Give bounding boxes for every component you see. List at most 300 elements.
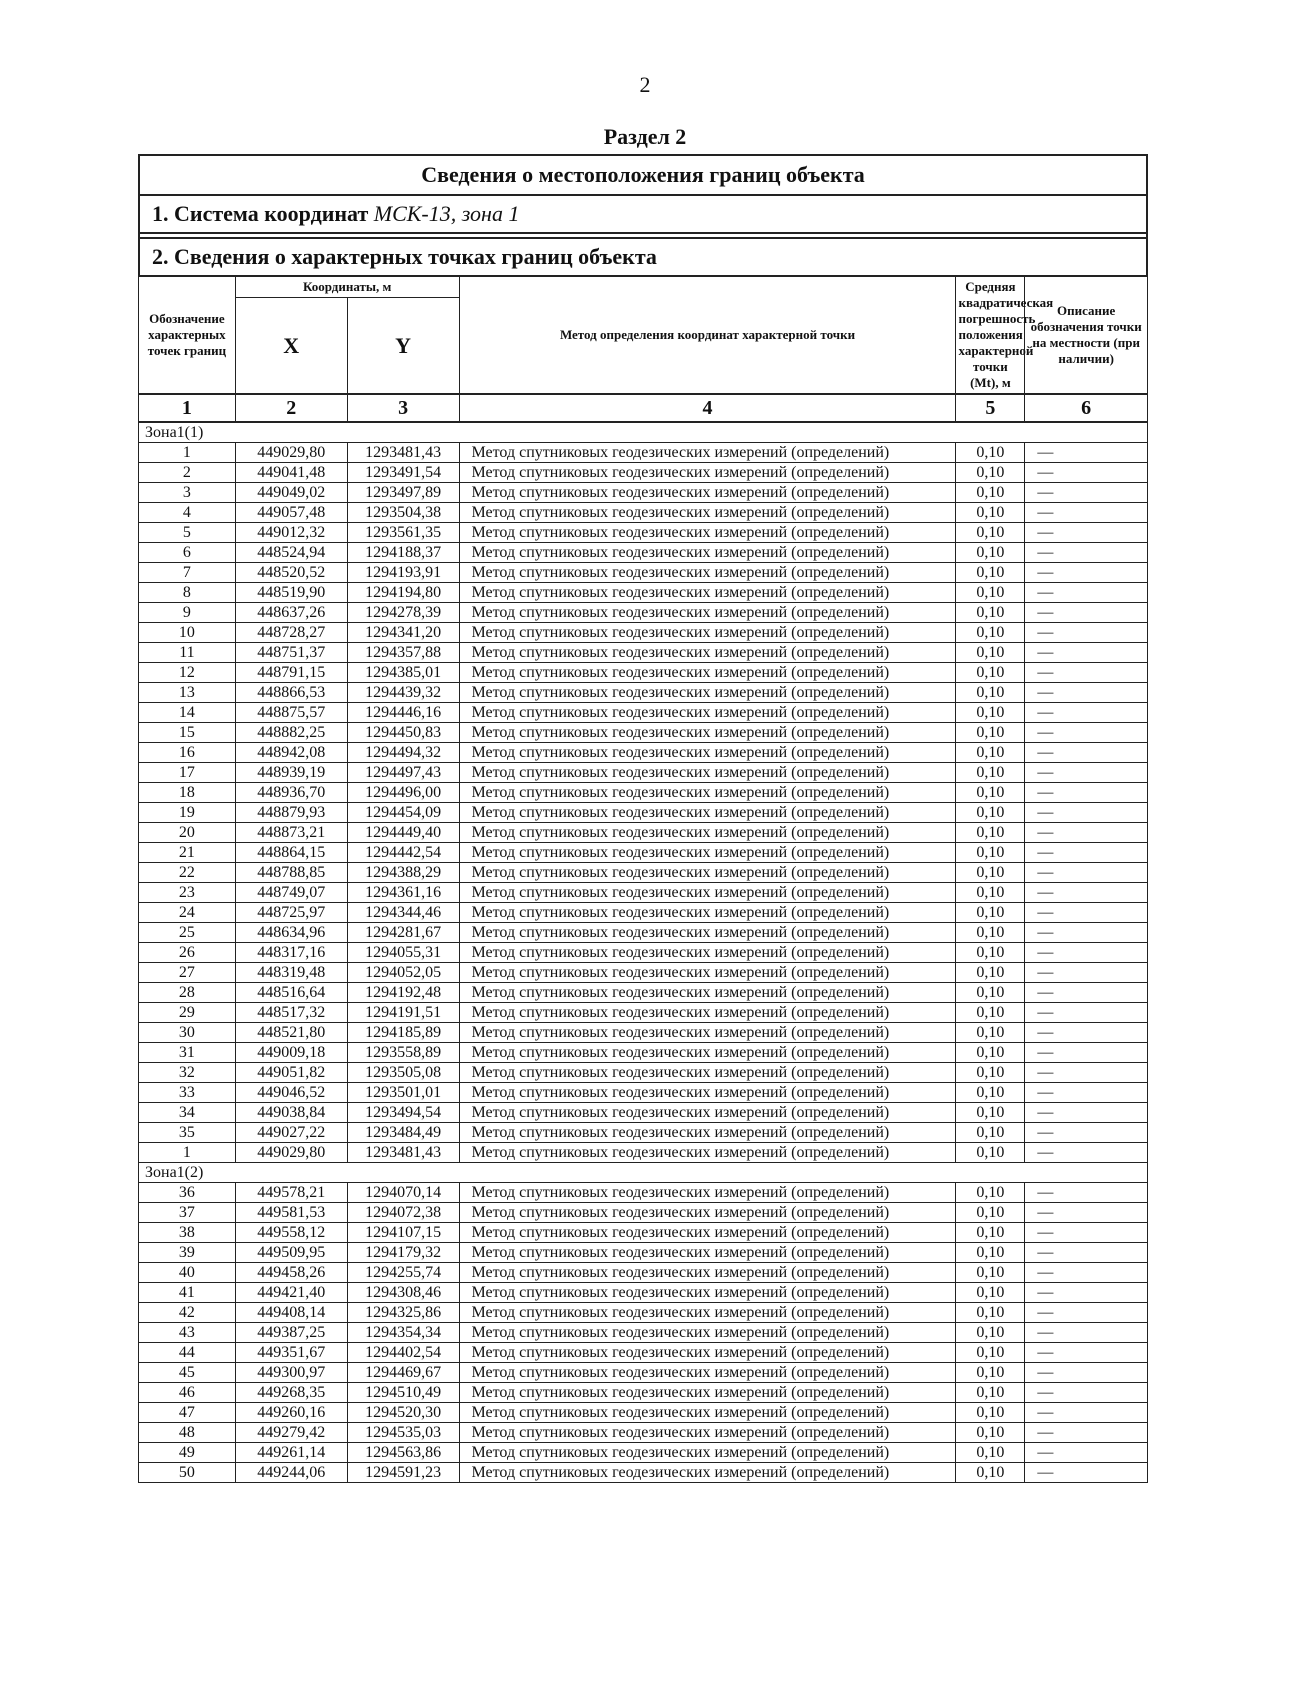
method-cell: Метод спутниковых геодезических измерений (определений) bbox=[459, 843, 956, 863]
error-cell: 0,10 bbox=[956, 823, 1025, 843]
error-cell: 0,10 bbox=[956, 1423, 1025, 1443]
table-row bbox=[139, 803, 1148, 823]
method-cell: Метод спутниковых геодезических измерений (определений) bbox=[459, 583, 956, 603]
method-cell: Метод спутниковых геодезических измерений (определений) bbox=[459, 823, 956, 843]
point-id: 50 bbox=[139, 1463, 236, 1483]
coord-x: 448882,25 bbox=[235, 723, 347, 743]
table-row bbox=[139, 523, 1148, 543]
coord-x: 448751,37 bbox=[235, 643, 347, 663]
table-row bbox=[139, 943, 1148, 963]
error-cell: 0,10 bbox=[956, 1143, 1025, 1163]
coord-y: 1294361,16 bbox=[347, 883, 459, 903]
description-cell: — bbox=[1025, 483, 1148, 503]
coord-x: 448875,57 bbox=[235, 703, 347, 723]
method-cell: Метод спутниковых геодезических измерений (определений) bbox=[459, 1063, 956, 1083]
coord-x: 449051,82 bbox=[235, 1063, 347, 1083]
method-cell: Метод спутниковых геодезических измерений (определений) bbox=[459, 1323, 956, 1343]
description-cell: — bbox=[1025, 1203, 1148, 1223]
method-cell: Метод спутниковых геодезических измерений (определений) bbox=[459, 763, 956, 783]
error-cell: 0,10 bbox=[956, 683, 1025, 703]
table-row bbox=[139, 543, 1148, 563]
zone-label: Зона1(2) bbox=[139, 1163, 1148, 1183]
error-cell: 0,10 bbox=[956, 983, 1025, 1003]
coord-x: 449408,14 bbox=[235, 1303, 347, 1323]
error-cell: 0,10 bbox=[956, 1383, 1025, 1403]
coord-x: 449057,48 bbox=[235, 503, 347, 523]
point-id: 35 bbox=[139, 1123, 236, 1143]
coord-x: 448319,48 bbox=[235, 963, 347, 983]
method-cell: Метод спутниковых геодезических измерений (определений) bbox=[459, 723, 956, 743]
method-cell: Метод спутниковых геодезических измерений (определений) bbox=[459, 863, 956, 883]
table-row bbox=[139, 583, 1148, 603]
description-cell: — bbox=[1025, 743, 1148, 763]
coord-x: 449268,35 bbox=[235, 1383, 347, 1403]
col-number-5: 5 bbox=[956, 394, 1025, 422]
error-cell: 0,10 bbox=[956, 503, 1025, 523]
coord-x: 448521,80 bbox=[235, 1023, 347, 1043]
point-id: 3 bbox=[139, 483, 236, 503]
error-cell: 0,10 bbox=[956, 483, 1025, 503]
coord-y: 1294072,38 bbox=[347, 1203, 459, 1223]
method-cell: Метод спутниковых геодезических измерений (определений) bbox=[459, 1043, 956, 1063]
coord-y: 1294278,39 bbox=[347, 603, 459, 623]
point-id: 15 bbox=[139, 723, 236, 743]
coord-y: 1294446,16 bbox=[347, 703, 459, 723]
coord-y: 1294439,32 bbox=[347, 683, 459, 703]
method-cell: Метод спутниковых геодезических измерений (определений) bbox=[459, 643, 956, 663]
th-method: Метод определения координат характерной точки bbox=[459, 276, 956, 394]
description-cell: — bbox=[1025, 1443, 1148, 1463]
error-cell: 0,10 bbox=[956, 1123, 1025, 1143]
description-cell: — bbox=[1025, 903, 1148, 923]
coord-x: 448524,94 bbox=[235, 543, 347, 563]
description-cell: — bbox=[1025, 1023, 1148, 1043]
col-number-4: 4 bbox=[459, 394, 956, 422]
point-id: 21 bbox=[139, 843, 236, 863]
table-row bbox=[139, 743, 1148, 763]
table-row bbox=[139, 663, 1148, 683]
description-cell: — bbox=[1025, 1263, 1148, 1283]
table-row bbox=[139, 1043, 1148, 1063]
coord-y: 1294450,83 bbox=[347, 723, 459, 743]
method-cell: Метод спутниковых геодезических измерений (определений) bbox=[459, 1183, 956, 1203]
header-row-1 bbox=[139, 276, 1148, 298]
method-cell: Метод спутниковых геодезических измерений (определений) bbox=[459, 1123, 956, 1143]
point-id: 23 bbox=[139, 883, 236, 903]
coord-y: 1294193,91 bbox=[347, 563, 459, 583]
method-cell: Метод спутниковых геодезических измерений (определений) bbox=[459, 923, 956, 943]
method-cell: Метод спутниковых геодезических измерений (определений) bbox=[459, 1023, 956, 1043]
table-row bbox=[139, 903, 1148, 923]
coord-x: 448866,53 bbox=[235, 683, 347, 703]
point-id: 10 bbox=[139, 623, 236, 643]
coord-y: 1294454,09 bbox=[347, 803, 459, 823]
description-cell: — bbox=[1025, 563, 1148, 583]
points-label: 2. Сведения о характерных точках границ объекта bbox=[152, 244, 657, 269]
error-cell: 0,10 bbox=[956, 1283, 1025, 1303]
error-cell: 0,10 bbox=[956, 1223, 1025, 1243]
table-row bbox=[139, 1123, 1148, 1143]
point-id: 34 bbox=[139, 1103, 236, 1123]
table-row bbox=[139, 1183, 1148, 1203]
point-id: 19 bbox=[139, 803, 236, 823]
error-cell: 0,10 bbox=[956, 1083, 1025, 1103]
coord-x: 448517,32 bbox=[235, 1003, 347, 1023]
col-number-1: 1 bbox=[139, 394, 236, 422]
error-cell: 0,10 bbox=[956, 543, 1025, 563]
point-id: 44 bbox=[139, 1343, 236, 1363]
description-cell: — bbox=[1025, 1323, 1148, 1343]
method-cell: Метод спутниковых геодезических измерений (определений) bbox=[459, 603, 956, 623]
coord-x: 448634,96 bbox=[235, 923, 347, 943]
coord-x: 449009,18 bbox=[235, 1043, 347, 1063]
point-id: 27 bbox=[139, 963, 236, 983]
point-id: 46 bbox=[139, 1383, 236, 1403]
method-cell: Метод спутниковых геодезических измерений (определений) bbox=[459, 983, 956, 1003]
th-error: Средняя квадратическая погрешность положения характерной точки (Mt), м bbox=[956, 276, 1025, 394]
description-cell: — bbox=[1025, 583, 1148, 603]
description-cell: — bbox=[1025, 1043, 1148, 1063]
points-table bbox=[138, 275, 1148, 1483]
th-designation: Обозначение характерных точек границ bbox=[139, 276, 236, 394]
method-cell: Метод спутниковых геодезических измерений (определений) bbox=[459, 683, 956, 703]
boundary-info-frame bbox=[138, 154, 1148, 1483]
method-cell: Метод спутниковых геодезических измерений (определений) bbox=[459, 1103, 956, 1123]
point-id: 9 bbox=[139, 603, 236, 623]
table-row bbox=[139, 1323, 1148, 1343]
table-row bbox=[139, 1003, 1148, 1023]
description-cell: — bbox=[1025, 1463, 1148, 1483]
point-id: 29 bbox=[139, 1003, 236, 1023]
method-cell: Метод спутниковых геодезических измерений (определений) bbox=[459, 883, 956, 903]
points-table-body bbox=[139, 422, 1148, 1483]
table-row bbox=[139, 1343, 1148, 1363]
th-description: Описание обозначения точки на местности (при наличии) bbox=[1025, 276, 1148, 394]
coord-y: 1294535,03 bbox=[347, 1423, 459, 1443]
page-number: 2 bbox=[639, 72, 651, 97]
table-row bbox=[139, 843, 1148, 863]
error-cell: 0,10 bbox=[956, 583, 1025, 603]
point-id: 47 bbox=[139, 1403, 236, 1423]
point-id: 39 bbox=[139, 1243, 236, 1263]
coord-y: 1294469,67 bbox=[347, 1363, 459, 1383]
method-cell: Метод спутниковых геодезических измерений (определений) bbox=[459, 743, 956, 763]
table-row bbox=[139, 443, 1148, 463]
method-cell: Метод спутниковых геодезических измерений (определений) bbox=[459, 943, 956, 963]
coord-x: 449260,16 bbox=[235, 1403, 347, 1423]
coord-x: 448749,07 bbox=[235, 883, 347, 903]
description-cell: — bbox=[1025, 1083, 1148, 1103]
point-id: 17 bbox=[139, 763, 236, 783]
error-cell: 0,10 bbox=[956, 1203, 1025, 1223]
coord-x: 449046,52 bbox=[235, 1083, 347, 1103]
coord-y: 1294388,29 bbox=[347, 863, 459, 883]
coord-x: 449244,06 bbox=[235, 1463, 347, 1483]
coord-y: 1294052,05 bbox=[347, 963, 459, 983]
error-cell: 0,10 bbox=[956, 1263, 1025, 1283]
coord-y: 1294344,46 bbox=[347, 903, 459, 923]
table-row bbox=[139, 1403, 1148, 1423]
error-cell: 0,10 bbox=[956, 943, 1025, 963]
table-row bbox=[139, 503, 1148, 523]
description-cell: — bbox=[1025, 723, 1148, 743]
method-cell: Метод спутниковых геодезических измерений (определений) bbox=[459, 1403, 956, 1423]
method-cell: Метод спутниковых геодезических измерений (определений) bbox=[459, 903, 956, 923]
table-row bbox=[139, 703, 1148, 723]
header-title: Сведения о местоположения границ объекта bbox=[421, 162, 865, 187]
table-row bbox=[139, 723, 1148, 743]
point-id: 13 bbox=[139, 683, 236, 703]
description-cell: — bbox=[1025, 1403, 1148, 1423]
method-cell: Метод спутниковых геодезических измерений (определений) bbox=[459, 523, 956, 543]
point-id: 41 bbox=[139, 1283, 236, 1303]
coord-y: 1294188,37 bbox=[347, 543, 459, 563]
method-cell: Метод спутниковых геодезических измерений (определений) bbox=[459, 1263, 956, 1283]
method-cell: Метод спутниковых геодезических измерений (определений) bbox=[459, 1143, 956, 1163]
method-cell: Метод спутниковых геодезических измерений (определений) bbox=[459, 463, 956, 483]
point-id: 43 bbox=[139, 1323, 236, 1343]
point-id: 30 bbox=[139, 1023, 236, 1043]
error-cell: 0,10 bbox=[956, 563, 1025, 583]
coord-system-row bbox=[140, 194, 1146, 232]
coord-x: 448519,90 bbox=[235, 583, 347, 603]
coord-y: 1293497,89 bbox=[347, 483, 459, 503]
error-cell: 0,10 bbox=[956, 903, 1025, 923]
error-cell: 0,10 bbox=[956, 1063, 1025, 1083]
coord-x: 448879,93 bbox=[235, 803, 347, 823]
description-cell: — bbox=[1025, 443, 1148, 463]
error-cell: 0,10 bbox=[956, 463, 1025, 483]
description-cell: — bbox=[1025, 1383, 1148, 1403]
description-cell: — bbox=[1025, 783, 1148, 803]
coord-x: 448864,15 bbox=[235, 843, 347, 863]
coord-x: 449261,14 bbox=[235, 1443, 347, 1463]
table-row bbox=[139, 1283, 1148, 1303]
coord-x: 449458,26 bbox=[235, 1263, 347, 1283]
col-number-3: 3 bbox=[347, 394, 459, 422]
error-cell: 0,10 bbox=[956, 643, 1025, 663]
error-cell: 0,10 bbox=[956, 963, 1025, 983]
error-cell: 0,10 bbox=[956, 1303, 1025, 1323]
description-cell: — bbox=[1025, 843, 1148, 863]
coord-x: 448791,15 bbox=[235, 663, 347, 683]
coord-y: 1294185,89 bbox=[347, 1023, 459, 1043]
method-cell: Метод спутниковых геодезических измерений (определений) bbox=[459, 1363, 956, 1383]
error-cell: 0,10 bbox=[956, 443, 1025, 463]
table-row bbox=[139, 1263, 1148, 1283]
error-cell: 0,10 bbox=[956, 723, 1025, 743]
coord-x: 449558,12 bbox=[235, 1223, 347, 1243]
coord-y: 1294442,54 bbox=[347, 843, 459, 863]
point-id: 7 bbox=[139, 563, 236, 583]
table-row bbox=[139, 983, 1148, 1003]
error-cell: 0,10 bbox=[956, 603, 1025, 623]
method-cell: Метод спутниковых геодезических измерений (определений) bbox=[459, 1303, 956, 1323]
coord-y: 1294520,30 bbox=[347, 1403, 459, 1423]
method-cell: Метод спутниковых геодезических измерений (определений) bbox=[459, 543, 956, 563]
coord-x: 448637,26 bbox=[235, 603, 347, 623]
error-cell: 0,10 bbox=[956, 883, 1025, 903]
coord-y: 1294385,01 bbox=[347, 663, 459, 683]
point-id: 6 bbox=[139, 543, 236, 563]
coord-y: 1294494,32 bbox=[347, 743, 459, 763]
error-cell: 0,10 bbox=[956, 1443, 1025, 1463]
description-cell: — bbox=[1025, 1243, 1148, 1263]
coord-x: 448873,21 bbox=[235, 823, 347, 843]
coord-y: 1294070,14 bbox=[347, 1183, 459, 1203]
description-cell: — bbox=[1025, 603, 1148, 623]
description-cell: — bbox=[1025, 663, 1148, 683]
description-cell: — bbox=[1025, 1303, 1148, 1323]
method-cell: Метод спутниковых геодезических измерений (определений) bbox=[459, 1343, 956, 1363]
point-id: 16 bbox=[139, 743, 236, 763]
coord-x: 449351,67 bbox=[235, 1343, 347, 1363]
point-id: 8 bbox=[139, 583, 236, 603]
table-row bbox=[139, 1363, 1148, 1383]
error-cell: 0,10 bbox=[956, 863, 1025, 883]
zone-row bbox=[139, 422, 1148, 443]
coord-y: 1294255,74 bbox=[347, 1263, 459, 1283]
description-cell: — bbox=[1025, 883, 1148, 903]
coord-x: 448725,97 bbox=[235, 903, 347, 923]
coord-y: 1294563,86 bbox=[347, 1443, 459, 1463]
table-row bbox=[139, 643, 1148, 663]
table-row bbox=[139, 963, 1148, 983]
coord-y: 1293505,08 bbox=[347, 1063, 459, 1083]
coord-x: 448516,64 bbox=[235, 983, 347, 1003]
method-cell: Метод спутниковых геодезических измерений (определений) bbox=[459, 703, 956, 723]
points-row bbox=[140, 237, 1146, 275]
point-id: 24 bbox=[139, 903, 236, 923]
table-row bbox=[139, 1443, 1148, 1463]
point-id: 28 bbox=[139, 983, 236, 1003]
description-cell: — bbox=[1025, 683, 1148, 703]
coord-x: 448939,19 bbox=[235, 763, 347, 783]
error-cell: 0,10 bbox=[956, 1323, 1025, 1343]
point-id: 49 bbox=[139, 1443, 236, 1463]
description-cell: — bbox=[1025, 963, 1148, 983]
method-cell: Метод спутниковых геодезических измерений (определений) bbox=[459, 1083, 956, 1103]
coord-y: 1293491,54 bbox=[347, 463, 459, 483]
description-cell: — bbox=[1025, 1423, 1148, 1443]
coord-x: 449421,40 bbox=[235, 1283, 347, 1303]
coord-y: 1294308,46 bbox=[347, 1283, 459, 1303]
header-box bbox=[138, 154, 1148, 275]
coord-x: 449029,80 bbox=[235, 1143, 347, 1163]
method-cell: Метод спутниковых геодезических измерений (определений) bbox=[459, 663, 956, 683]
coord-x: 448317,16 bbox=[235, 943, 347, 963]
point-id: 31 bbox=[139, 1043, 236, 1063]
error-cell: 0,10 bbox=[956, 923, 1025, 943]
coord-y: 1294194,80 bbox=[347, 583, 459, 603]
error-cell: 0,10 bbox=[956, 1003, 1025, 1023]
description-cell: — bbox=[1025, 1143, 1148, 1163]
method-cell: Метод спутниковых геодезических измерений (определений) bbox=[459, 1423, 956, 1443]
table-row bbox=[139, 1023, 1148, 1043]
coord-y: 1293494,54 bbox=[347, 1103, 459, 1123]
table-row bbox=[139, 563, 1148, 583]
table-row bbox=[139, 883, 1148, 903]
coord-system-label: 1. Система координат bbox=[152, 201, 369, 226]
method-cell: Метод спутниковых геодезических измерений (определений) bbox=[459, 1003, 956, 1023]
error-cell: 0,10 bbox=[956, 1243, 1025, 1263]
description-cell: — bbox=[1025, 943, 1148, 963]
point-id: 26 bbox=[139, 943, 236, 963]
description-cell: — bbox=[1025, 823, 1148, 843]
description-cell: — bbox=[1025, 523, 1148, 543]
coord-y: 1293504,38 bbox=[347, 503, 459, 523]
table-row bbox=[139, 923, 1148, 943]
description-cell: — bbox=[1025, 1343, 1148, 1363]
method-cell: Метод спутниковых геодезических измерений (определений) bbox=[459, 1223, 956, 1243]
coord-y: 1294591,23 bbox=[347, 1463, 459, 1483]
table-row bbox=[139, 1063, 1148, 1083]
coord-x: 449279,42 bbox=[235, 1423, 347, 1443]
point-id: 36 bbox=[139, 1183, 236, 1203]
coord-y: 1294402,54 bbox=[347, 1343, 459, 1363]
column-numbers-row bbox=[139, 394, 1148, 422]
coord-y: 1294510,49 bbox=[347, 1383, 459, 1403]
coord-x: 449038,84 bbox=[235, 1103, 347, 1123]
point-id: 40 bbox=[139, 1263, 236, 1283]
description-cell: — bbox=[1025, 863, 1148, 883]
error-cell: 0,10 bbox=[956, 743, 1025, 763]
method-cell: Метод спутниковых геодезических измерений (определений) bbox=[459, 623, 956, 643]
coord-y: 1294449,40 bbox=[347, 823, 459, 843]
coord-x: 448520,52 bbox=[235, 563, 347, 583]
method-cell: Метод спутниковых геодезических измерений (определений) bbox=[459, 803, 956, 823]
description-cell: — bbox=[1025, 703, 1148, 723]
method-cell: Метод спутниковых геодезических измерений (определений) bbox=[459, 963, 956, 983]
point-id: 1 bbox=[139, 1143, 236, 1163]
coord-y: 1294179,32 bbox=[347, 1243, 459, 1263]
coord-x: 449581,53 bbox=[235, 1203, 347, 1223]
description-cell: — bbox=[1025, 803, 1148, 823]
method-cell: Метод спутниковых геодезических измерений (определений) bbox=[459, 1383, 956, 1403]
description-cell: — bbox=[1025, 1283, 1148, 1303]
col-number-2: 2 bbox=[235, 394, 347, 422]
point-id: 11 bbox=[139, 643, 236, 663]
coord-x: 448788,85 bbox=[235, 863, 347, 883]
point-id: 5 bbox=[139, 523, 236, 543]
error-cell: 0,10 bbox=[956, 1463, 1025, 1483]
point-id: 1 bbox=[139, 443, 236, 463]
error-cell: 0,10 bbox=[956, 1023, 1025, 1043]
description-cell: — bbox=[1025, 1223, 1148, 1243]
table-row bbox=[139, 1223, 1148, 1243]
table-row bbox=[139, 623, 1148, 643]
coord-y: 1293484,49 bbox=[347, 1123, 459, 1143]
col-number-6: 6 bbox=[1025, 394, 1148, 422]
error-cell: 0,10 bbox=[956, 523, 1025, 543]
coord-x: 449300,97 bbox=[235, 1363, 347, 1383]
coord-x: 449049,02 bbox=[235, 483, 347, 503]
table-row bbox=[139, 1103, 1148, 1123]
coord-y: 1293561,35 bbox=[347, 523, 459, 543]
table-row bbox=[139, 1423, 1148, 1443]
description-cell: — bbox=[1025, 1123, 1148, 1143]
error-cell: 0,10 bbox=[956, 1043, 1025, 1063]
method-cell: Метод спутниковых геодезических измерений (определений) bbox=[459, 1283, 956, 1303]
zone-row bbox=[139, 1163, 1148, 1183]
point-id: 2 bbox=[139, 463, 236, 483]
table-row bbox=[139, 863, 1148, 883]
description-cell: — bbox=[1025, 643, 1148, 663]
error-cell: 0,10 bbox=[956, 1403, 1025, 1423]
table-row bbox=[139, 1203, 1148, 1223]
method-cell: Метод спутниковых геодезических измерений (определений) bbox=[459, 483, 956, 503]
coord-x: 449012,32 bbox=[235, 523, 347, 543]
